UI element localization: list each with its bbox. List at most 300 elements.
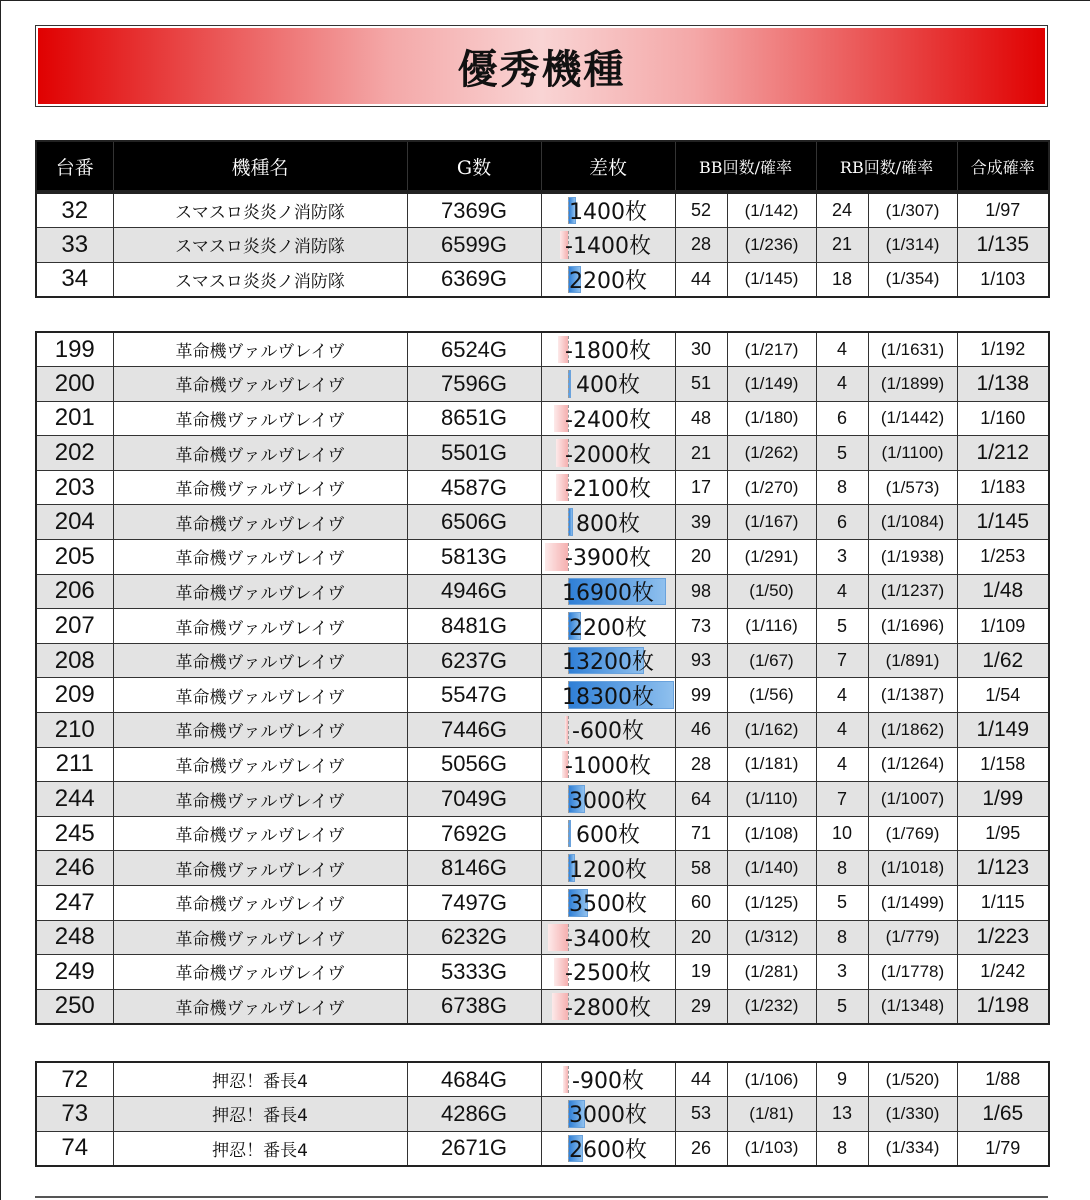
machine-group-table [35, 331, 1050, 1025]
rb-probability: (1/1018) [868, 851, 957, 886]
bb-probability: (1/281) [727, 955, 816, 990]
rb-count: 13 [816, 1097, 868, 1132]
bb-probability: (1/312) [727, 920, 816, 955]
coin-diff [541, 228, 675, 263]
game-count: 2671G [407, 1131, 541, 1166]
rb-count: 10 [816, 816, 868, 851]
rb-count: 6 [816, 505, 868, 540]
rb-count: 4 [816, 713, 868, 748]
machine-name: 革命機ヴァルヴレイヴ [113, 505, 407, 540]
bb-probability: (1/125) [727, 886, 816, 921]
machine-name: 革命機ヴァルヴレイヴ [113, 782, 407, 817]
bb-probability: (1/262) [727, 436, 816, 471]
bb-count: 48 [675, 401, 727, 436]
rb-count: 5 [816, 886, 868, 921]
bb-count: 26 [675, 1131, 727, 1166]
bb-count: 19 [675, 955, 727, 990]
rb-count: 4 [816, 747, 868, 782]
game-count: 4684G [407, 1062, 541, 1097]
machine-name: 革命機ヴァルヴレイヴ [113, 574, 407, 609]
machine-number: 245 [36, 816, 113, 851]
table-row [36, 713, 1049, 748]
bb-probability: (1/270) [727, 470, 816, 505]
machine-name: 革命機ヴァルヴレイヴ [113, 436, 407, 471]
table-row [36, 401, 1049, 436]
game-count: 4587G [407, 470, 541, 505]
machine-name: 押忍！番長4 [113, 1131, 407, 1166]
machine-number: 244 [36, 782, 113, 817]
machine-number: 74 [36, 1131, 113, 1166]
machine-number: 246 [36, 851, 113, 886]
bb-count: 30 [675, 332, 727, 367]
diff-axis [568, 508, 569, 536]
combined-probability: 1/253 [957, 540, 1049, 575]
coin-diff-value: -2500枚 [565, 961, 651, 987]
coin-diff [541, 505, 675, 540]
coin-diff [541, 1062, 675, 1097]
table-row [36, 574, 1049, 609]
coin-diff [541, 782, 675, 817]
game-count: 5333G [407, 955, 541, 990]
combined-probability: 1/103 [957, 262, 1049, 297]
machine-group-table [35, 192, 1050, 298]
bb-count: 28 [675, 228, 727, 263]
rb-probability: (1/1442) [868, 401, 957, 436]
header-table [35, 140, 1050, 192]
coin-diff [541, 678, 675, 713]
coin-diff [541, 713, 675, 748]
combined-probability: 1/145 [957, 505, 1049, 540]
coin-diff-value: -2400枚 [565, 407, 651, 433]
rb-probability: (1/1778) [868, 955, 957, 990]
table-row [36, 470, 1049, 505]
bottom-divider [35, 1196, 1048, 1198]
game-count: 6369G [407, 262, 541, 297]
machine-number: 248 [36, 920, 113, 955]
bb-count: 21 [675, 436, 727, 471]
rb-probability: (1/307) [868, 193, 957, 228]
machine-number: 200 [36, 367, 113, 402]
coin-diff-value: 400枚 [576, 373, 640, 399]
coin-diff-value: 2200枚 [569, 615, 647, 641]
coin-diff [541, 609, 675, 644]
bb-probability: (1/50) [727, 574, 816, 609]
machine-name: スマスロ炎炎ノ消防隊 [113, 262, 407, 297]
machine-number: 210 [36, 713, 113, 748]
coin-diff-value: -1000枚 [565, 753, 651, 779]
bb-count: 46 [675, 713, 727, 748]
rb-count: 18 [816, 262, 868, 297]
rb-probability: (1/1100) [868, 436, 957, 471]
combined-probability: 1/99 [957, 782, 1049, 817]
machine-number: 204 [36, 505, 113, 540]
bb-count: 53 [675, 1097, 727, 1132]
machine-group-table [35, 1061, 1050, 1167]
game-count: 6599G [407, 228, 541, 263]
coin-diff-value: 1200枚 [569, 857, 647, 883]
table-row [36, 955, 1049, 990]
page-title: 優秀機種 [457, 46, 626, 93]
coin-diff-value: -2800枚 [565, 995, 651, 1021]
bb-probability: (1/145) [727, 262, 816, 297]
rb-probability: (1/1387) [868, 678, 957, 713]
bb-count: 39 [675, 505, 727, 540]
machine-number: 206 [36, 574, 113, 609]
rb-probability: (1/1899) [868, 367, 957, 402]
machine-name: 革命機ヴァルヴレイヴ [113, 678, 407, 713]
bb-count: 28 [675, 747, 727, 782]
coin-diff [541, 332, 675, 367]
rb-probability: (1/769) [868, 816, 957, 851]
game-count: 5056G [407, 747, 541, 782]
combined-probability: 1/79 [957, 1131, 1049, 1166]
machine-name: スマスロ炎炎ノ消防隊 [113, 193, 407, 228]
combined-probability: 1/95 [957, 816, 1049, 851]
rb-count: 6 [816, 401, 868, 436]
combined-probability: 1/62 [957, 643, 1049, 678]
machine-number: 72 [36, 1062, 113, 1097]
machine-number: 202 [36, 436, 113, 471]
bb-probability: (1/116) [727, 609, 816, 644]
table-row [36, 1062, 1049, 1097]
header-machine: 機種名 [113, 141, 407, 191]
rb-count: 7 [816, 643, 868, 678]
game-count: 4286G [407, 1097, 541, 1132]
table-row [36, 678, 1049, 713]
combined-probability: 1/212 [957, 436, 1049, 471]
machine-number: 205 [36, 540, 113, 575]
rb-probability: (1/1237) [868, 574, 957, 609]
game-count: 7596G [407, 367, 541, 402]
bb-probability: (1/232) [727, 989, 816, 1024]
coin-diff-value: 2600枚 [569, 1137, 647, 1163]
game-count: 7446G [407, 713, 541, 748]
coin-diff-value: -1800枚 [565, 339, 651, 365]
bb-probability: (1/106) [727, 1062, 816, 1097]
coin-diff-value: -1400枚 [565, 234, 651, 260]
table-row [36, 193, 1049, 228]
combined-probability: 1/54 [957, 678, 1049, 713]
rb-count: 9 [816, 1062, 868, 1097]
machine-name: 革命機ヴァルヴレイヴ [113, 747, 407, 782]
machine-name: スマスロ炎炎ノ消防隊 [113, 228, 407, 263]
table-row [36, 262, 1049, 297]
machine-name: 革命機ヴァルヴレイヴ [113, 540, 407, 575]
machine-number: 211 [36, 747, 113, 782]
header-combined: 合成確率 [957, 141, 1049, 191]
bb-probability: (1/236) [727, 228, 816, 263]
coin-diff [541, 401, 675, 436]
coin-diff-value: -3900枚 [565, 546, 651, 572]
game-count: 6524G [407, 332, 541, 367]
rb-probability: (1/1938) [868, 540, 957, 575]
rb-probability: (1/1499) [868, 886, 957, 921]
bb-count: 99 [675, 678, 727, 713]
coin-diff [541, 643, 675, 678]
machine-name: 革命機ヴァルヴレイヴ [113, 886, 407, 921]
combined-probability: 1/115 [957, 886, 1049, 921]
bb-count: 73 [675, 609, 727, 644]
table-row [36, 643, 1049, 678]
coin-diff [541, 436, 675, 471]
machine-number: 249 [36, 955, 113, 990]
machine-number: 209 [36, 678, 113, 713]
rb-probability: (1/573) [868, 470, 957, 505]
bb-probability: (1/103) [727, 1131, 816, 1166]
table-row [36, 1097, 1049, 1132]
rb-count: 8 [816, 851, 868, 886]
bb-count: 71 [675, 816, 727, 851]
coin-diff [541, 851, 675, 886]
title-banner [35, 25, 1048, 107]
table-row [36, 782, 1049, 817]
combined-probability: 1/242 [957, 955, 1049, 990]
game-count: 7369G [407, 193, 541, 228]
game-count: 8651G [407, 401, 541, 436]
table-row [36, 228, 1049, 263]
bb-probability: (1/108) [727, 816, 816, 851]
coin-diff [541, 886, 675, 921]
coin-diff [541, 470, 675, 505]
bb-count: 60 [675, 886, 727, 921]
machine-name: 革命機ヴァルヴレイヴ [113, 920, 407, 955]
table-row [36, 505, 1049, 540]
machine-name: 押忍！番長4 [113, 1097, 407, 1132]
machine-number: 208 [36, 643, 113, 678]
bb-count: 64 [675, 782, 727, 817]
game-count: 5547G [407, 678, 541, 713]
game-count: 6738G [407, 989, 541, 1024]
rb-probability: (1/779) [868, 920, 957, 955]
bb-probability: (1/180) [727, 401, 816, 436]
coin-diff [541, 1131, 675, 1166]
bb-count: 20 [675, 540, 727, 575]
rb-probability: (1/354) [868, 262, 957, 297]
table-row [36, 816, 1049, 851]
table-row [36, 1131, 1049, 1166]
bb-probability: (1/217) [727, 332, 816, 367]
game-count: 6237G [407, 643, 541, 678]
header-number: 台番 [36, 141, 113, 191]
table-row [36, 609, 1049, 644]
machine-number: 34 [36, 262, 113, 297]
rb-probability: (1/1264) [868, 747, 957, 782]
coin-diff-value: -2100枚 [565, 477, 651, 503]
coin-diff [541, 989, 675, 1024]
machine-number: 199 [36, 332, 113, 367]
diff-axis [568, 1066, 569, 1093]
table-row [36, 367, 1049, 402]
bb-probability: (1/56) [727, 678, 816, 713]
rb-count: 4 [816, 332, 868, 367]
rb-count: 5 [816, 989, 868, 1024]
rb-count: 5 [816, 436, 868, 471]
combined-probability: 1/160 [957, 401, 1049, 436]
bb-probability: (1/140) [727, 851, 816, 886]
bb-probability: (1/142) [727, 193, 816, 228]
coin-diff [541, 920, 675, 955]
header-bb: BB回数/確率 [675, 141, 816, 191]
bb-probability: (1/81) [727, 1097, 816, 1132]
machine-name: 革命機ヴァルヴレイヴ [113, 609, 407, 644]
combined-probability: 1/48 [957, 574, 1049, 609]
game-count: 4946G [407, 574, 541, 609]
rb-probability: (1/314) [868, 228, 957, 263]
diff-axis [568, 820, 569, 848]
machine-name: 押忍！番長4 [113, 1062, 407, 1097]
coin-diff-value: 16900枚 [562, 580, 654, 606]
coin-diff-value: -900枚 [572, 1069, 644, 1095]
bb-probability: (1/167) [727, 505, 816, 540]
rb-count: 5 [816, 609, 868, 644]
machine-number: 250 [36, 989, 113, 1024]
rb-probability: (1/1348) [868, 989, 957, 1024]
game-count: 6232G [407, 920, 541, 955]
bb-count: 44 [675, 1062, 727, 1097]
bb-count: 51 [675, 367, 727, 402]
coin-diff-value: 3000枚 [569, 788, 647, 814]
bb-probability: (1/67) [727, 643, 816, 678]
game-count: 7049G [407, 782, 541, 817]
machine-name: 革命機ヴァルヴレイヴ [113, 989, 407, 1024]
bb-count: 58 [675, 851, 727, 886]
rb-count: 21 [816, 228, 868, 263]
machine-name: 革命機ヴァルヴレイヴ [113, 851, 407, 886]
coin-diff [541, 540, 675, 575]
table-row [36, 989, 1049, 1024]
table-row [36, 436, 1049, 471]
machine-number: 207 [36, 609, 113, 644]
machine-name: 革命機ヴァルヴレイヴ [113, 470, 407, 505]
coin-diff-value: 800枚 [576, 511, 640, 537]
rb-probability: (1/1007) [868, 782, 957, 817]
machine-name: 革命機ヴァルヴレイヴ [113, 955, 407, 990]
combined-probability: 1/88 [957, 1062, 1049, 1097]
rb-count: 4 [816, 367, 868, 402]
bb-probability: (1/291) [727, 540, 816, 575]
game-count: 5501G [407, 436, 541, 471]
machine-name: 革命機ヴァルヴレイヴ [113, 643, 407, 678]
combined-probability: 1/123 [957, 851, 1049, 886]
bb-count: 29 [675, 989, 727, 1024]
combined-probability: 1/65 [957, 1097, 1049, 1132]
coin-diff-value: 3000枚 [569, 1103, 647, 1129]
rb-probability: (1/334) [868, 1131, 957, 1166]
combined-probability: 1/158 [957, 747, 1049, 782]
coin-diff-value: 1400枚 [569, 200, 647, 226]
rb-probability: (1/891) [868, 643, 957, 678]
bb-count: 44 [675, 262, 727, 297]
machine-number: 201 [36, 401, 113, 436]
bb-probability: (1/149) [727, 367, 816, 402]
game-count: 8481G [407, 609, 541, 644]
coin-diff-value: 13200枚 [562, 650, 654, 676]
coin-diff [541, 1097, 675, 1132]
diff-axis [568, 370, 569, 398]
machine-name: 革命機ヴァルヴレイヴ [113, 816, 407, 851]
bb-count: 98 [675, 574, 727, 609]
table-row [36, 851, 1049, 886]
header-games: G数 [407, 141, 541, 191]
game-count: 5813G [407, 540, 541, 575]
combined-probability: 1/192 [957, 332, 1049, 367]
combined-probability: 1/198 [957, 989, 1049, 1024]
machine-name: 革命機ヴァルヴレイヴ [113, 332, 407, 367]
rb-count: 7 [816, 782, 868, 817]
rb-count: 8 [816, 920, 868, 955]
combined-probability: 1/135 [957, 228, 1049, 263]
table-row [36, 332, 1049, 367]
bb-probability: (1/162) [727, 713, 816, 748]
combined-probability: 1/183 [957, 470, 1049, 505]
rb-probability: (1/1084) [868, 505, 957, 540]
coin-diff [541, 193, 675, 228]
rb-count: 8 [816, 470, 868, 505]
machine-number: 33 [36, 228, 113, 263]
game-count: 7497G [407, 886, 541, 921]
rb-count: 4 [816, 678, 868, 713]
machine-number: 32 [36, 193, 113, 228]
diff-axis [568, 716, 569, 744]
rb-probability: (1/330) [868, 1097, 957, 1132]
bb-count: 93 [675, 643, 727, 678]
table-row [36, 747, 1049, 782]
machine-name: 革命機ヴァルヴレイヴ [113, 367, 407, 402]
header-rb: RB回数/確率 [816, 141, 957, 191]
machine-number: 247 [36, 886, 113, 921]
coin-diff-value: 2200枚 [569, 268, 647, 294]
bb-count: 17 [675, 470, 727, 505]
coin-diff [541, 574, 675, 609]
bb-count: 52 [675, 193, 727, 228]
rb-count: 3 [816, 955, 868, 990]
bb-count: 20 [675, 920, 727, 955]
table-row [36, 540, 1049, 575]
machine-number: 73 [36, 1097, 113, 1132]
combined-probability: 1/97 [957, 193, 1049, 228]
combined-probability: 1/223 [957, 920, 1049, 955]
game-count: 7692G [407, 816, 541, 851]
coin-diff-value: -600枚 [572, 719, 644, 745]
table-row [36, 886, 1049, 921]
bb-probability: (1/181) [727, 747, 816, 782]
coin-diff [541, 747, 675, 782]
game-count: 8146G [407, 851, 541, 886]
machine-name: 革命機ヴァルヴレイヴ [113, 713, 407, 748]
coin-diff [541, 262, 675, 297]
header-diff: 差枚 [541, 141, 675, 191]
rb-count: 3 [816, 540, 868, 575]
rb-probability: (1/520) [868, 1062, 957, 1097]
rb-count: 8 [816, 1131, 868, 1166]
rb-count: 4 [816, 574, 868, 609]
rb-probability: (1/1631) [868, 332, 957, 367]
rb-probability: (1/1862) [868, 713, 957, 748]
coin-diff-value: 600枚 [576, 823, 640, 849]
coin-diff-value: -2000枚 [565, 442, 651, 468]
table-row [36, 920, 1049, 955]
rb-count: 24 [816, 193, 868, 228]
coin-diff-value: 18300枚 [562, 684, 654, 710]
rb-probability: (1/1696) [868, 609, 957, 644]
bb-probability: (1/110) [727, 782, 816, 817]
game-count: 6506G [407, 505, 541, 540]
combined-probability: 1/109 [957, 609, 1049, 644]
combined-probability: 1/138 [957, 367, 1049, 402]
coin-diff [541, 816, 675, 851]
machine-name: 革命機ヴァルヴレイヴ [113, 401, 407, 436]
coin-diff [541, 367, 675, 402]
